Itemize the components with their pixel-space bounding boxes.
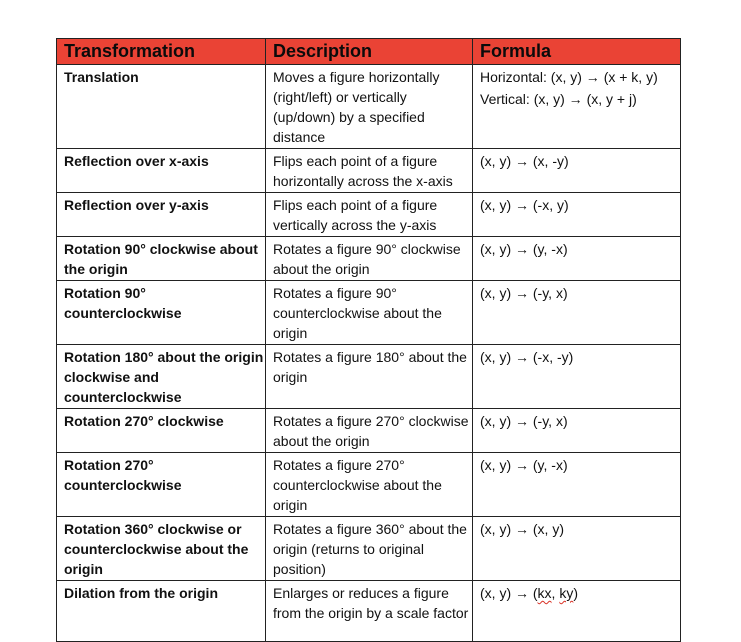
formula-text: (x, y) → (-x, y) — [480, 197, 569, 213]
formula-text: (x, y) → (y, -x) — [480, 457, 568, 473]
transformation-formula — [473, 453, 681, 517]
transformation-name: Dilation from the origin — [57, 581, 266, 642]
formula-ky: ky — [559, 585, 574, 601]
formula-text: (x, y) → (x, y) — [480, 521, 564, 537]
table-row — [57, 149, 681, 193]
table-row — [57, 193, 681, 237]
header-description: Description — [266, 39, 473, 65]
transformation-name: Rotation 90° counterclockwise — [57, 281, 266, 345]
table-row — [57, 65, 681, 149]
formula-suffix: ) — [573, 585, 578, 601]
transformation-name: Rotation 360° clockwise or counterclockwise about the origin — [57, 517, 266, 581]
transformation-name: Rotation 180° about the origin clockwise and counterclockwise — [57, 345, 266, 409]
transformation-formula — [473, 281, 681, 345]
transformation-formula — [473, 193, 681, 237]
transformation-description: Flips each point of a figure horizontally across the x-axis — [266, 149, 473, 193]
table-row — [57, 281, 681, 345]
table-row — [57, 345, 681, 409]
header-row — [57, 39, 681, 65]
transformation-name: Reflection over x-axis — [57, 149, 266, 193]
transformation-description: Rotates a figure 270° clockwise about the origin — [266, 409, 473, 453]
formula-text — [480, 583, 680, 603]
transformation-name: Reflection over y-axis — [57, 193, 266, 237]
header-formula: Formula — [473, 39, 681, 65]
transformation-formula — [473, 581, 681, 642]
formula-text: (x, y) → (x, -y) — [480, 153, 569, 169]
formula-text: (x, y) → (-x, -y) — [480, 349, 574, 365]
table-row — [57, 517, 681, 581]
transformation-name: Rotation 90° clockwise about the origin — [57, 237, 266, 281]
transformation-formula — [473, 517, 681, 581]
transformation-description: Flips each point of a figure vertically across the y-axis — [266, 193, 473, 237]
table-body — [57, 65, 681, 642]
table-header — [57, 39, 681, 65]
transformation-formula — [473, 149, 681, 193]
formula-kx: kx — [537, 585, 552, 601]
formula-horizontal: Horizontal: (x, y) → (x + k, y) — [480, 69, 658, 85]
table-row — [57, 409, 681, 453]
transformation-name: Translation — [57, 65, 266, 149]
formula-text: (x, y) → (-y, x) — [480, 413, 568, 429]
transformations-table — [56, 38, 681, 642]
transformation-description: Moves a figure horizontally (right/left) or vertically (up/down) by a specified distance — [266, 65, 473, 149]
formula-prefix: (x, y) → ( — [480, 585, 538, 601]
transformation-description: Rotates a figure 270° counterclockwise about the origin — [266, 453, 473, 517]
transformation-formula — [473, 409, 681, 453]
header-transformation: Transformation — [57, 39, 266, 65]
formula-vertical: Vertical: (x, y) → (x, y + j) — [480, 91, 637, 107]
transformation-name: Rotation 270° counterclockwise — [57, 453, 266, 517]
transformation-formula — [473, 345, 681, 409]
transformation-description: Rotates a figure 90° counterclockwise about the origin — [266, 281, 473, 345]
formula-text: (x, y) → (-y, x) — [480, 285, 568, 301]
transformation-description: Rotates a figure 360° about the origin (returns to original position) — [266, 517, 473, 581]
transformation-description: Enlarges or reduces a figure from the origin by a scale factor — [266, 581, 473, 642]
table-row — [57, 581, 681, 642]
transformation-formula — [473, 237, 681, 281]
transformation-formula — [473, 65, 681, 149]
formula-separator: , — [551, 585, 560, 601]
transformation-name: Rotation 270° clockwise — [57, 409, 266, 453]
table-row — [57, 237, 681, 281]
transformation-description: Rotates a figure 90° clockwise about the origin — [266, 237, 473, 281]
table-row — [57, 453, 681, 517]
transformation-description: Rotates a figure 180° about the origin — [266, 345, 473, 409]
formula-text: (x, y) → (y, -x) — [480, 241, 568, 257]
